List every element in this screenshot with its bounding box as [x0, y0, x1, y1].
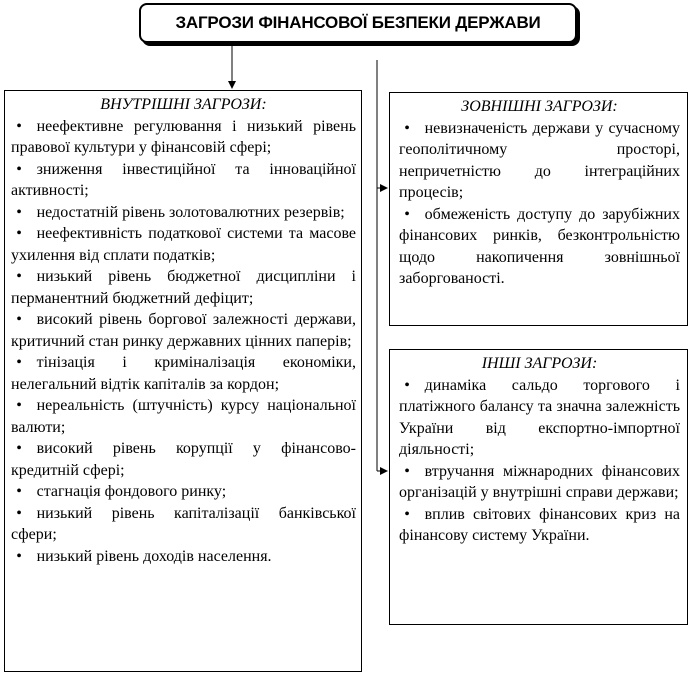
other-threats-box	[389, 349, 688, 625]
list-item: • обмеженість доступу до зарубіжних фінансових ринків, безконтрольністю щодо накопичення зовнішньої заборгованості.	[399, 204, 680, 290]
list-item: • невизначеність держави у сучасному геополітичному просторі, непричетністю до інтеграційних процесів;	[399, 118, 680, 204]
list-item: • тінізація і криміналізація економіки, нелегальний відтік капіталів за кордон;	[11, 352, 356, 395]
list-item: • стагнація фондового ринку;	[11, 481, 356, 503]
list-item: • неефективне регулювання і низький рівень правової культури у фінансовій сфері;	[11, 116, 356, 159]
list-item: • динаміка сальдо торгового і платіжного балансу та значна залежність України від експортно-імпортної діяльності;	[399, 375, 680, 461]
list-item: • неефективність податкової системи та масове ухилення від сплати податків;	[11, 223, 356, 266]
internal-threats-title: ВНУТРІШНІ ЗАГРОЗИ:	[100, 96, 267, 113]
list-item: • нереальність (штучність) курсу національної валюти;	[11, 395, 356, 438]
external-threats-box	[389, 92, 688, 326]
internal-threats-box	[4, 90, 362, 672]
list-item: • низький рівень капіталізації банківської сфери;	[11, 503, 356, 546]
list-item: • високий рівень корупції у фінансово-кредитній сфері;	[11, 438, 356, 481]
list-item: • низький рівень доходів населення.	[11, 546, 356, 568]
list-item: • зниження інвестиційної та інноваційної активності;	[11, 159, 356, 202]
list-item: • недостатній рівень золотовалютних резервів;	[11, 202, 356, 224]
list-item: • низький рівень бюджетної дисципліни і перманентний бюджетний дефіцит;	[11, 266, 356, 309]
other-threats-title: ІНШІ ЗАГРОЗИ:	[481, 355, 598, 372]
list-item: • втручання міжнародних фінансових організацій у внутрішні справи держави;	[399, 461, 680, 504]
list-item: • високий рівень боргової залежності держави, критичний стан ринку державних цінних паперів;	[11, 309, 356, 352]
external-threats-title: ЗОВНІШНІ ЗАГРОЗИ:	[461, 98, 618, 115]
list-item: • вплив світових фінансових криз на фінансову систему України.	[399, 504, 680, 547]
diagram-title: ЗАГРОЗИ ФІНАНСОВОЇ БЕЗПЕКИ ДЕРЖАВИ	[139, 3, 577, 43]
